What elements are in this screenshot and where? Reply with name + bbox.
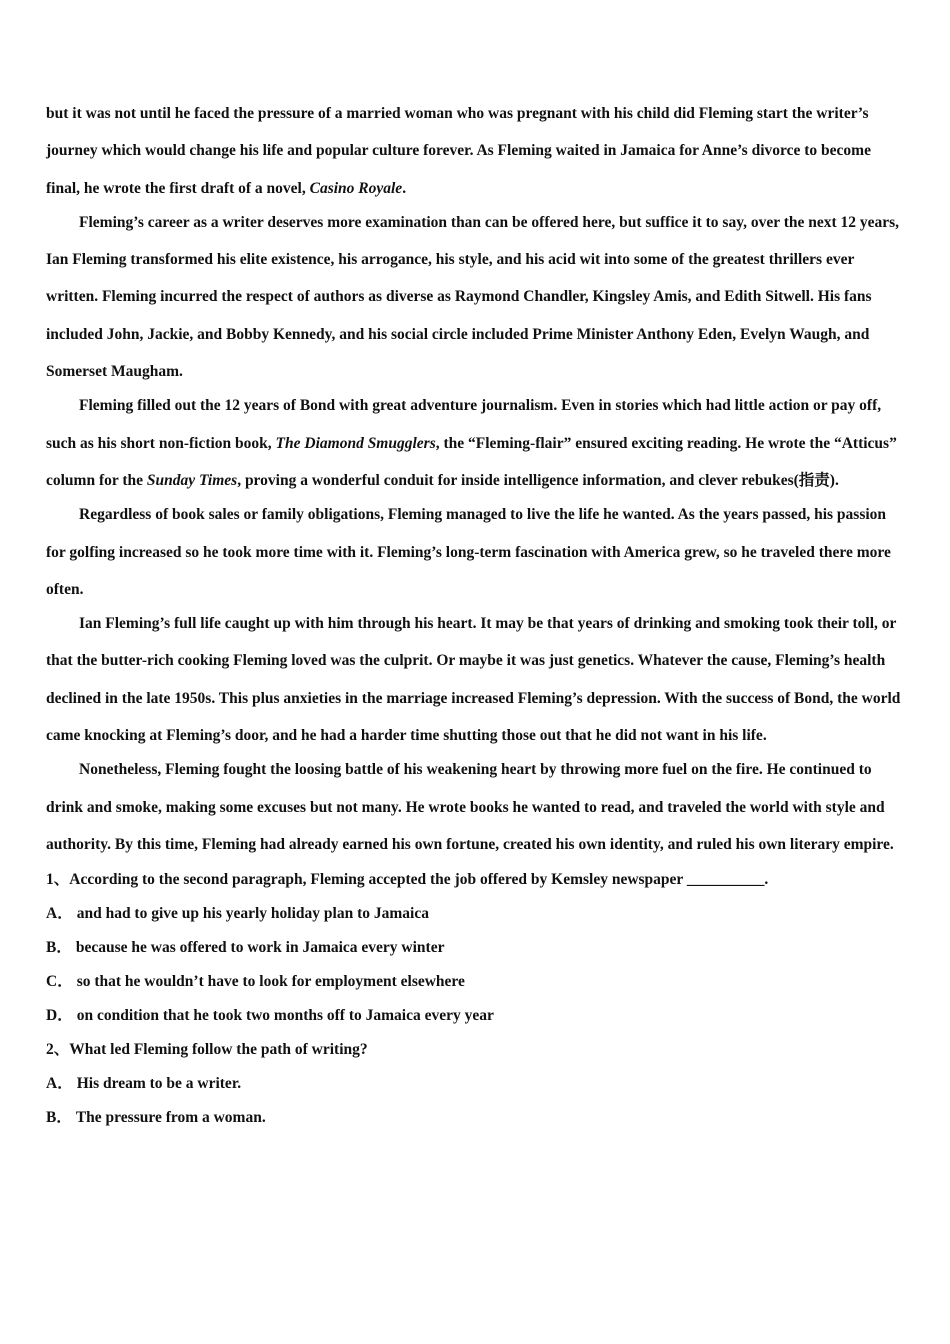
question-stem: 1、According to the second paragraph, Fleming accepted the job offered by Kemsley newspaper __________. bbox=[46, 871, 769, 889]
option-text: so that he wouldn’t have to look for employment elsewhere bbox=[76, 973, 465, 991]
paragraph-text: Fleming’s career as a writer deserves more examination than can be offered here, but suffice it to say, over the next 12 years, Ian Fleming transformed his elite existence, his arrogance, his style, and his acid wit into some of the greatest thrillers ever written. Fleming incurred the respect of authors as diverse as Raymond Chandler, Kingsley Amis, and Edith Sitwell. His fans included John, Jackie, and Bobby Kennedy, and his social circle included Prime Minister Anthony Eden, Evelyn Waugh, and Somerset Maugham. bbox=[46, 213, 900, 381]
paragraph-text: , the “Fleming-flair” ensured exciting reading. He wrote the “Atticus” column for the bbox=[46, 434, 897, 489]
answer-option bbox=[46, 999, 901, 1033]
option-letter: B． bbox=[46, 939, 72, 957]
passage-paragraph bbox=[46, 387, 901, 499]
option-text: because he was offered to work in Jamaica every winter bbox=[75, 939, 445, 957]
option-letter: A． bbox=[46, 1075, 73, 1093]
option-letter: A． bbox=[46, 905, 73, 923]
book-title: The Diamond Smugglers bbox=[275, 434, 436, 452]
passage-paragraph bbox=[46, 751, 901, 863]
question-block bbox=[46, 1033, 901, 1135]
document-page bbox=[46, 95, 901, 1135]
option-letter: C． bbox=[46, 973, 73, 991]
newspaper-title: Sunday Times bbox=[146, 471, 238, 489]
paragraph-text: . bbox=[402, 179, 407, 197]
option-text: and had to give up his yearly holiday plan to Jamaica bbox=[76, 905, 429, 923]
answer-option bbox=[46, 1067, 901, 1101]
option-text: on condition that he took two months off to Jamaica every year bbox=[76, 1007, 494, 1025]
paragraph-text: Regardless of book sales or family obligations, Fleming managed to live the life he wanted. As the years passed, his passion for golfing increased so he took more time with it. Fleming’s long-term fascination with America grew, so he traveled there more often. bbox=[46, 506, 891, 598]
passage-paragraph bbox=[46, 496, 901, 608]
option-letter: D． bbox=[46, 1007, 73, 1025]
paragraph-text: Ian Fleming’s full life caught up with him through his heart. It may be that years of drinking and smoking took their toll, or that the butter-rich cooking Fleming loved was the culprit. Or maybe it was just genetics. Whatever the cause, Fleming’s health declined in the late 1950s. This plus anxieties in the marriage increased Fleming’s depression. With the success of Bond, the world came knocking at Fleming’s door, and he had a harder time shutting those out that he did not want in his life. bbox=[46, 615, 901, 745]
answer-option bbox=[46, 1101, 901, 1135]
option-text: The pressure from a woman. bbox=[75, 1109, 266, 1127]
option-text: His dream to be a writer. bbox=[76, 1075, 242, 1093]
question-block bbox=[46, 863, 901, 1033]
question-stem: 2、What led Fleming follow the path of writing? bbox=[46, 1041, 368, 1059]
passage-paragraph bbox=[46, 605, 901, 754]
answer-option bbox=[46, 931, 901, 965]
paragraph-text: , proving a wonderful conduit for inside intelligence information, and clever rebukes(指责). bbox=[237, 471, 839, 489]
paragraph-text: Nonetheless, Fleming fought the loosing battle of his weakening heart by throwing more fuel on the fire. He continued to drink and smoke, making some excuses but not many. He wrote books he wanted to read, and traveled the world with style and authority. By this time, Fleming had already earned his own fortune, created his own identity, and ruled his own literary empire. bbox=[46, 761, 894, 853]
paragraph-text: Fleming filled out the 12 years of Bond with great adventure journalism. Even in stories which had little action or pay off, such as his short non-fiction book, bbox=[46, 397, 882, 452]
passage-paragraph bbox=[46, 95, 901, 207]
answer-option bbox=[46, 897, 901, 931]
answer-option bbox=[46, 965, 901, 999]
paragraph-text: but it was not until he faced the pressure of a married woman who was pregnant with his child did Fleming start the writer’s journey which would change his life and popular culture forever. As Fleming waited in Jamaica for Anne’s divorce to become final, he wrote the first draft of a novel, bbox=[46, 105, 871, 197]
book-title: Casino Royale bbox=[309, 179, 403, 197]
passage-paragraph bbox=[46, 204, 901, 390]
option-letter: B． bbox=[46, 1109, 72, 1127]
